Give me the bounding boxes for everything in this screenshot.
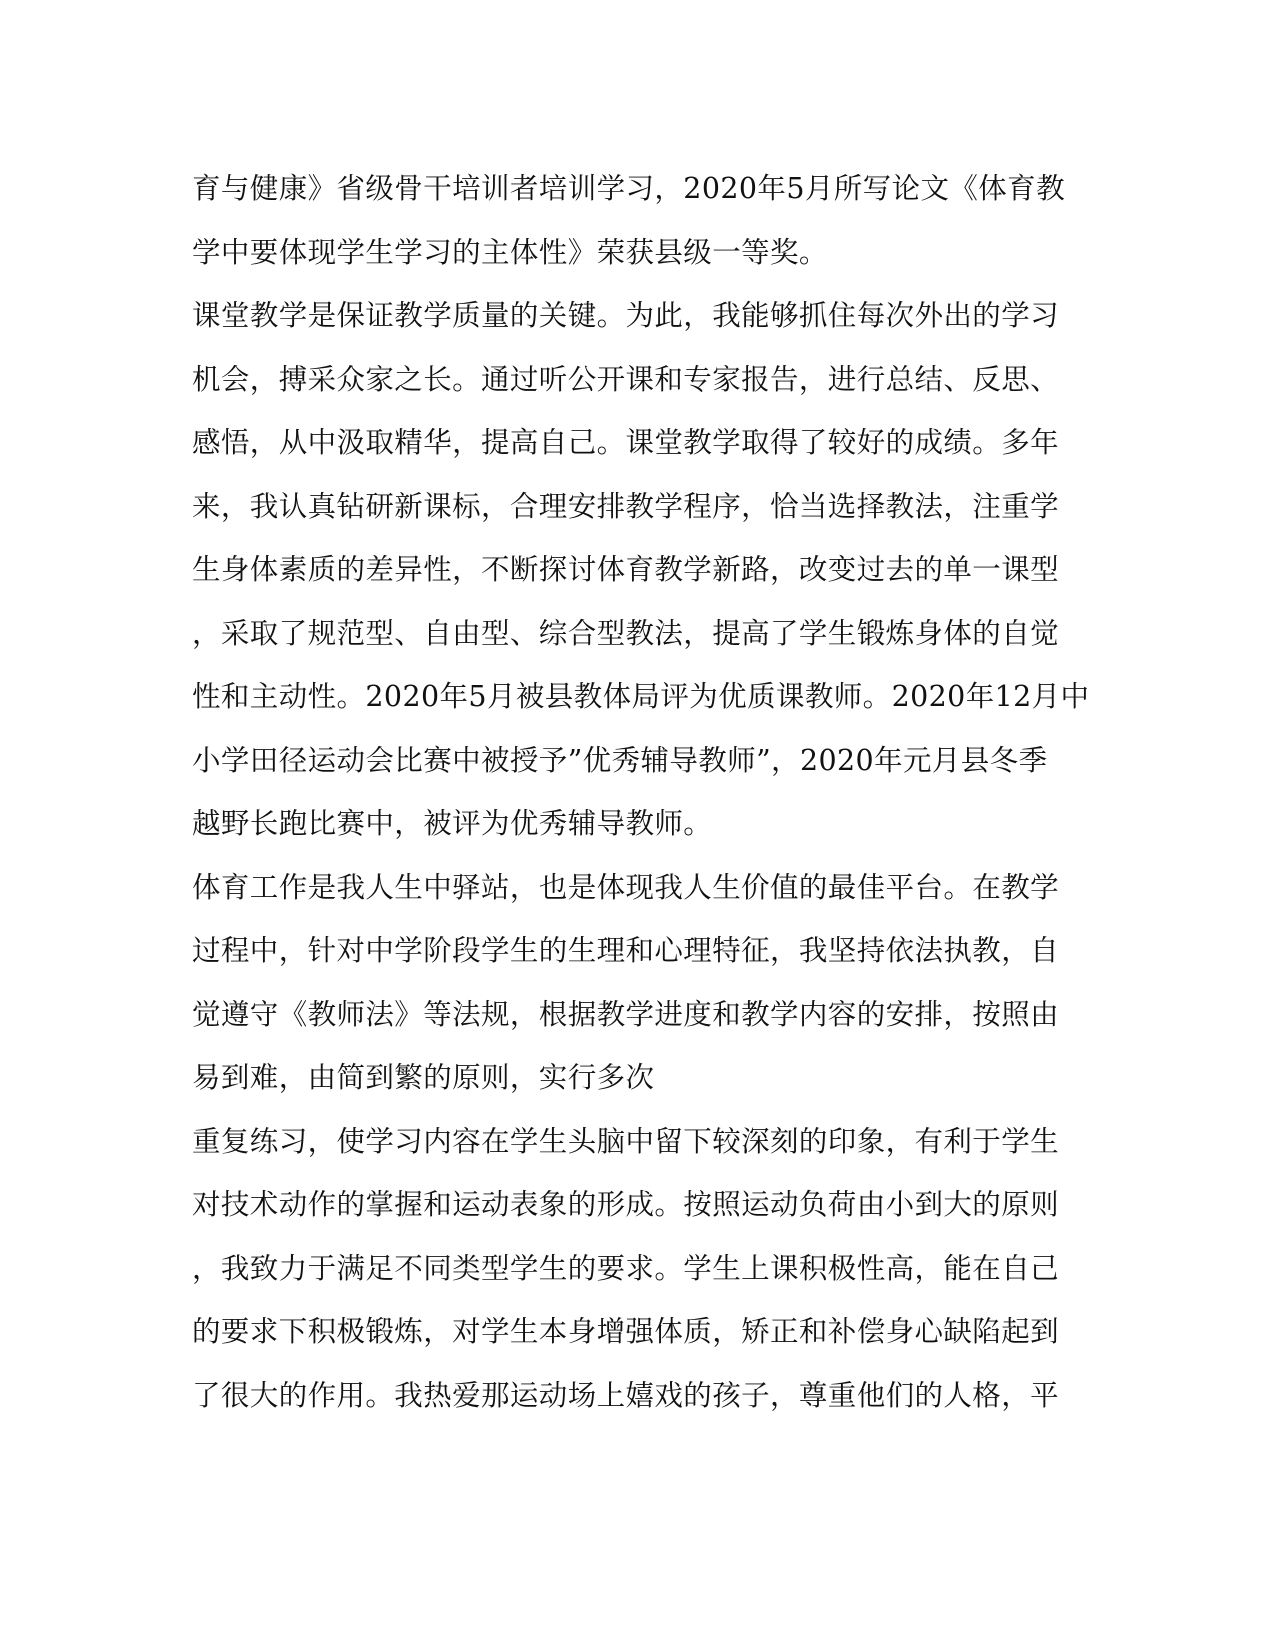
text-line: 生身体素质的差异性，不断探讨体育教学新路，改变过去的单一课型 [192,553,1060,586]
text-line: 学中要体现学生学习的主体性》荣获县级一等奖。 [192,235,828,269]
text-line: 觉遵守《教师法》等法规，根据教学进度和教学内容的安排，按照由 [192,997,1060,1031]
text-line: 重复练习，使学习内容在学生头脑中留下较深刻的印象，有利于学生 [192,1124,1060,1158]
text-line: ，我致力于满足不同类型学生的要求。学生上课积极性高，能在自己 [192,1251,1060,1285]
text-line: 小学田径运动会比赛中被授予”优秀辅导教师”，2020年元月县冬季 [192,743,1048,777]
text-line: 来，我认真钻研新课标，合理安排教学程序，恰当选择教法，注重学 [192,489,1060,523]
text-line: 育与健康》省级骨干培训者培训学习，2020年5月所写论文《体育教 [192,172,1065,205]
text-line: 性和主动性。2020年5月被县教体局评为优质课教师。2020年12月中 [192,680,1090,713]
text-line: 机会，搏采众家之长。通过听公开课和专家报告，进行总结、反思、 [192,362,1060,396]
body-text [192,163,1090,1433]
text-line: 了很大的作用。我热爱那运动场上嬉戏的孩子，尊重他们的人格，平 [192,1378,1060,1412]
text-line: 越野长跑比赛中，被评为优秀辅导教师。 [192,807,713,840]
text-line: 课堂教学是保证教学质量的关键。为此，我能够抓住每次外出的学习 [192,299,1060,332]
text-line: 体育工作是我人生中驿站，也是体现我人生价值的最佳平台。在教学 [192,870,1060,904]
text-line: 易到难，由简到繁的原则，实行多次 [192,1061,655,1094]
text-line: 的要求下积极锻炼，对学生本身增强体质，矫正和补偿身心缺陷起到 [192,1315,1060,1348]
text-line: 感悟，从中汲取精华，提高自己。课堂教学取得了较好的成绩。多年 [192,426,1060,459]
text-line: ，采取了规范型、自由型、综合型教法，提高了学生锻炼身体的自觉 [192,616,1060,650]
text-line: 过程中，针对中学阶段学生的生理和心理特征，我坚持依法执教，自 [192,934,1060,967]
text-line: 对技术动作的掌握和运动表象的形成。按照运动负荷由小到大的原则 [192,1188,1060,1221]
